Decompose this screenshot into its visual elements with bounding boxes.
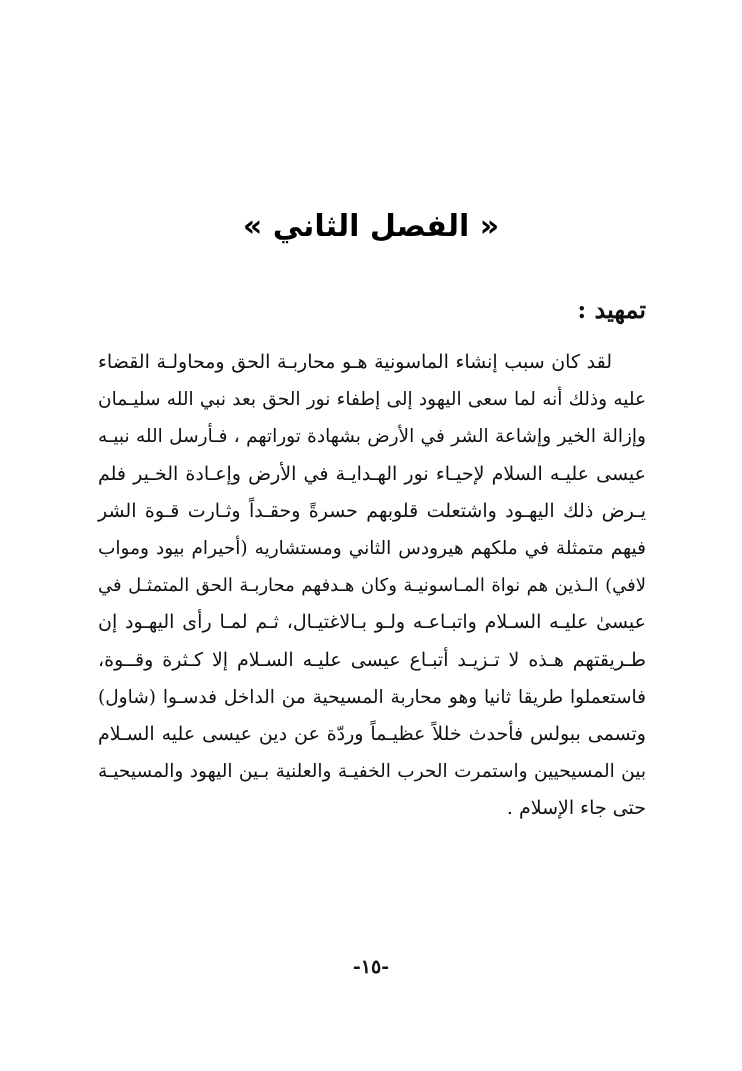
chapter-title: « الفصل الثاني » [242, 209, 500, 244]
paragraph-line: يـرض ذلك اليهـود واشتعلت قلوبهم حسرةً وحقـداً وثـارت قـوة الشر [98, 499, 646, 522]
paragraph-line: وتسمى ببولس فأحدث خللاً عظيـماً وردّة عن دين عيسى عليه السـلام [98, 722, 646, 745]
paragraph-line: فاستعملوا طريقا ثانيا وهو محاربة المسيحية من الداخل فدسـوا (شاول) [98, 686, 646, 708]
paragraph-line: حتى جاء الإسلام . [506, 797, 646, 820]
paragraph-line: وإزالة الخير وإشاعة الشر في الأرض بشهادة توراتهم ، فـأرسل الله نبيـه [98, 426, 646, 448]
paragraph-line: لقد كان سبب إنشاء الماسونية هـو محاربـة الحق ومحاولـة القضاء [98, 351, 612, 373]
paragraph-line: بين المسيحيين واستمرت الحرب الخفيـة والعلنية بـين اليهود والمسيحيـة [98, 761, 646, 783]
section-heading: تمهيد : [577, 295, 646, 324]
body-paragraph [98, 344, 646, 827]
paragraph-line: عليه وذلك أنه لما سعى اليهود إلى إطفاء نور الحق بعد نبي الله سليـمان [98, 389, 646, 411]
paragraph-line: فيهم متمثلة في ملكهم هيرودس الثاني ومستشاريه (أحيرام بيود ومواب [98, 537, 646, 559]
paragraph-line: عيسىٰ عليـه السـلام واتبـاعـه ولـو بـالاغتيـال، ثـم لمـا رأى اليهـود إن [98, 611, 646, 634]
paragraph-line: لافي) الـذين هم نواة المـاسونيـة وكان هـدفهم محاربـة الحق المتمثـل في [98, 575, 646, 597]
paragraph-line: عيسى عليـه السلام لإحيـاء نور الهـدايـة في الأرض وإعـادة الخـير فلم [98, 462, 646, 485]
paragraph-line: طـريقتهم هـذه لا تـزيـد أتبـاع عيسى عليـه السـلام إلا كـثرة وقــوة، [98, 648, 646, 671]
page-number: -١٥- [352, 956, 390, 978]
